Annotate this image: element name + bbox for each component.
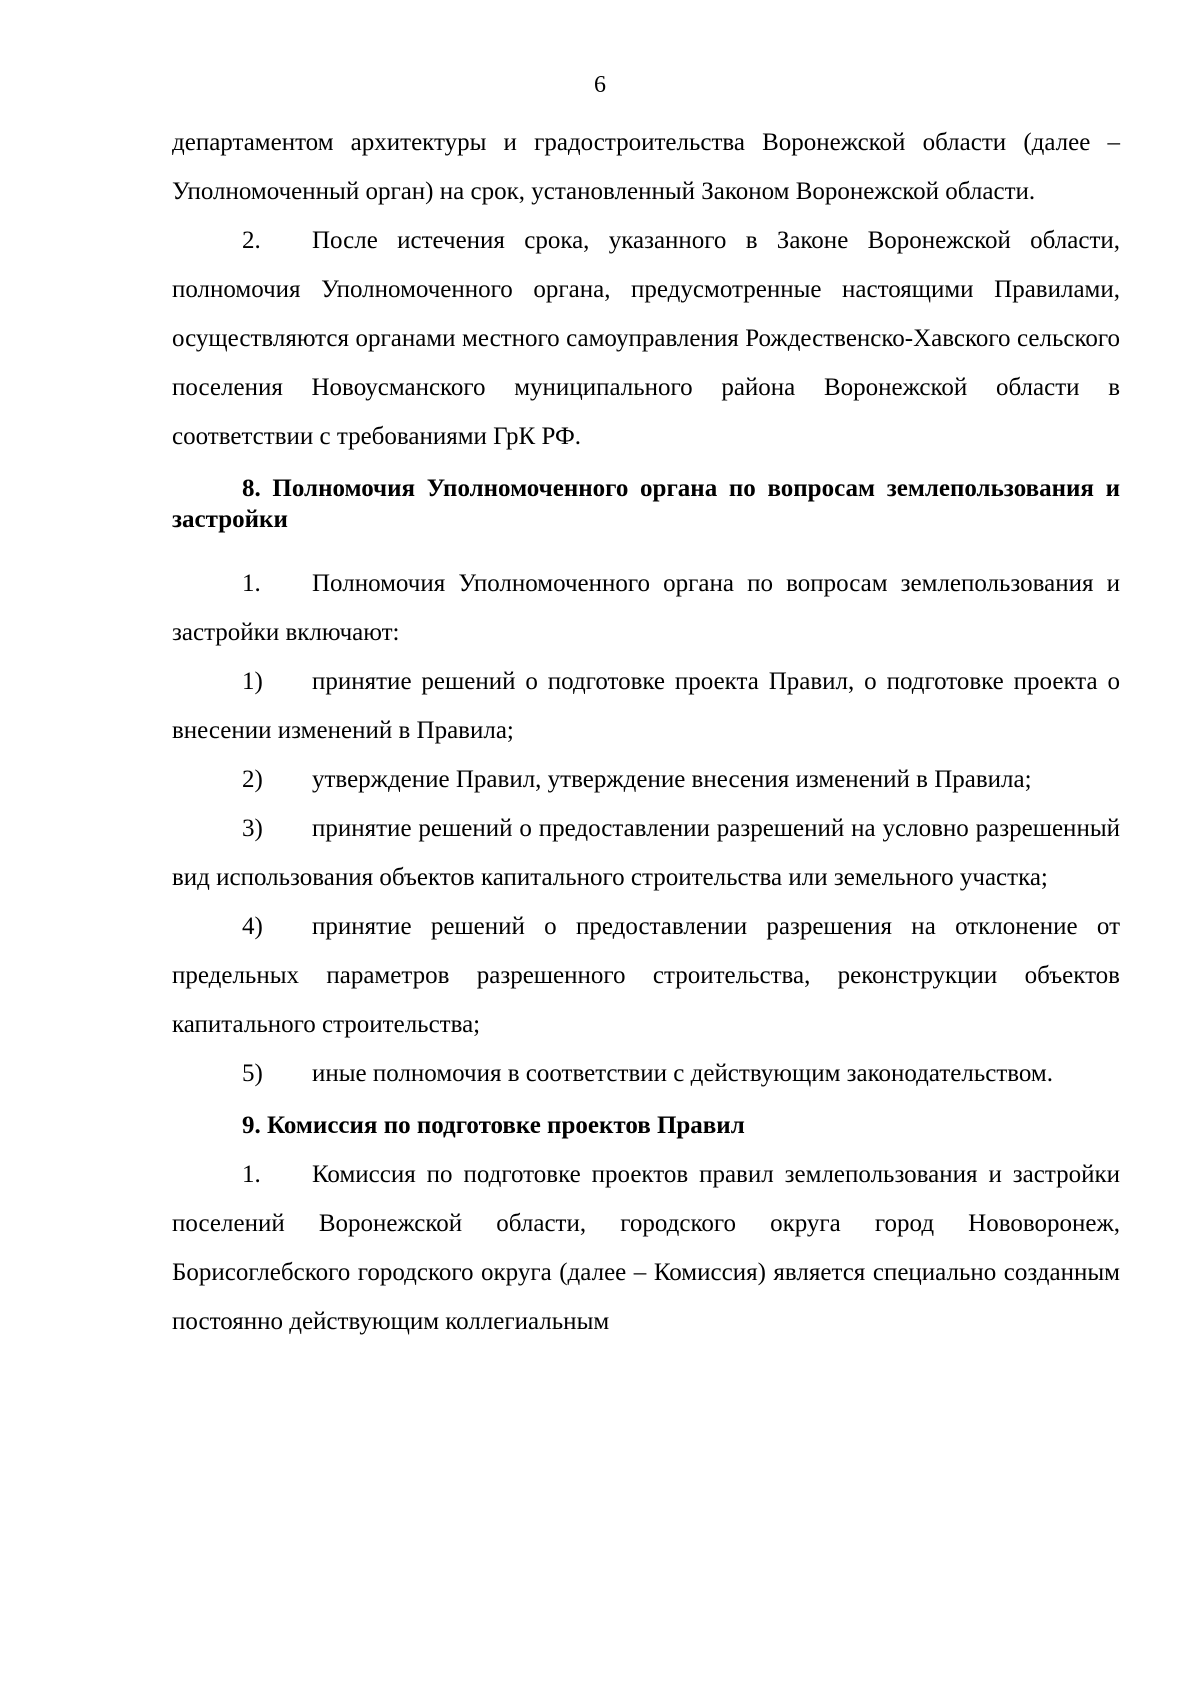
section8-paragraph-1 xyxy=(172,559,1120,657)
paragraph-number: 2. xyxy=(242,227,261,254)
section9-paragraph-1 xyxy=(172,1150,1120,1346)
paragraph-text: После истечения срока, указанного в Законе Воронежской области, полномочия Уполномоченного органа, предусмотренные настоящими Правилами, осуществляются органами местного самоуправления Рождественско-Хавского сельского поселения Новоусманского муниципального района Воронежской области в соответствии с требованиями ГрК РФ. xyxy=(172,227,1120,450)
section7-paragraph-2 xyxy=(172,216,1120,461)
list-item xyxy=(172,804,1120,902)
list-item-number: 2) xyxy=(242,766,263,793)
list-item-number: 1) xyxy=(242,668,263,695)
section8-heading: 8. Полномочия Уполномоченного органа по вопросам землепользования и застройки xyxy=(172,475,1120,533)
list-item-text: принятие решений о предоставлении разрешения на отклонение от предельных параметров разрешенного строительства, реконструкции объектов капитального строительства; xyxy=(172,913,1120,1038)
paragraph-text: Полномочия Уполномоченного органа по вопросам землепользования и застройки включают: xyxy=(172,570,1120,646)
list-item-text: принятие решений о подготовке проекта Правил, о подготовке проекта о внесении изменений в Правила; xyxy=(172,668,1120,744)
paragraph-number: 1. xyxy=(242,1161,261,1188)
paragraph-number: 1. xyxy=(242,570,261,597)
paragraph-text: Комиссия по подготовке проектов правил землепользования и застройки поселений Воронежской области, городского округа город Нововоронеж, Борисоглебского городского округа (далее – Комиссия) является специально созданным постоянно действующим коллегиальным xyxy=(172,1161,1120,1335)
list-item-text: иные полномочия в соответствии с действующим законодательством. xyxy=(312,1060,1053,1087)
list-item xyxy=(172,755,1120,804)
list-item-text: утверждение Правил, утверждение внесения изменений в Правила; xyxy=(312,766,1032,793)
page-number: 6 xyxy=(594,72,606,98)
section9-heading: 9. Комиссия по подготовке проектов Правил xyxy=(242,1112,745,1139)
intro-paragraph: департаментом архитектуры и градостроительства Воронежской области (далее – Уполномоченный орган) на срок, установленный Законом Воронежской области. xyxy=(172,129,1120,205)
list-item-number: 4) xyxy=(242,913,263,940)
list-item-number: 5) xyxy=(242,1060,263,1087)
list-item-text: принятие решений о предоставлении разрешений на условно разрешенный вид использования объектов капитального строительства или земельного участка; xyxy=(172,815,1120,891)
document-body xyxy=(172,118,1120,1346)
list-item xyxy=(172,1049,1120,1098)
list-item xyxy=(172,657,1120,755)
list-item-number: 3) xyxy=(242,815,263,842)
list-item xyxy=(172,902,1120,1049)
